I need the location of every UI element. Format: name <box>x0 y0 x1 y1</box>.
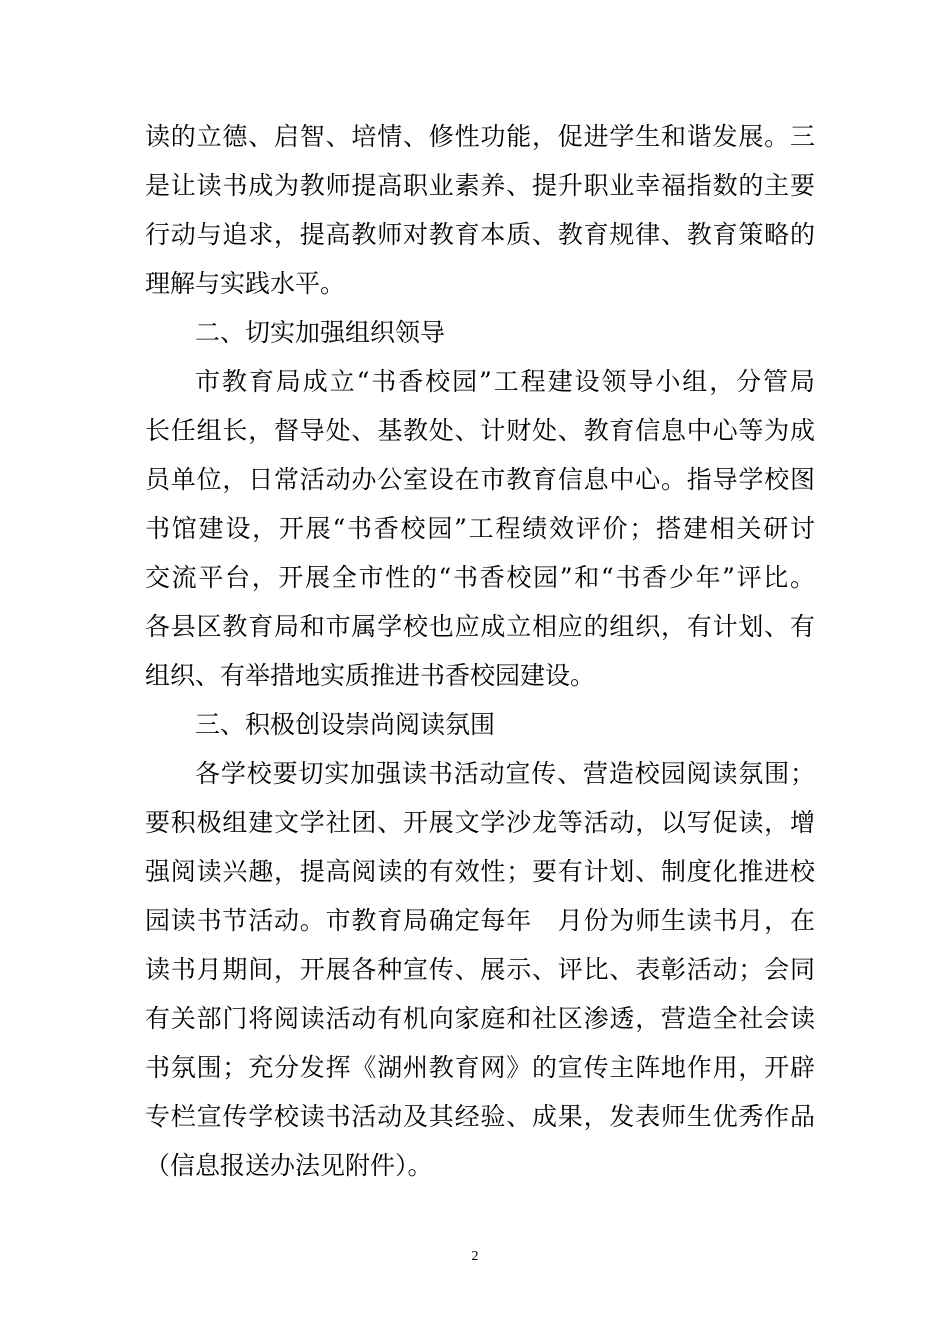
text-line: 理解与实践水平。 <box>145 269 346 298</box>
text-line: 长任组长，督导处、基教处、计财处、教育信息中心等为成 <box>145 416 815 445</box>
paragraph-atmosphere <box>145 749 815 1190</box>
text-line: 专栏宣传学校读书活动及其经验、成果，发表师生优秀作品 <box>145 1102 815 1131</box>
paragraph-organization <box>145 357 815 700</box>
text-line: 各学校要切实加强读书活动宣传、营造校园阅读氛围； <box>195 759 815 788</box>
section-heading: 三、积极创设崇尚阅读氛围 <box>195 710 496 739</box>
text-line: 市教育局成立“书香校园”工程建设领导小组，分管局 <box>195 367 815 396</box>
text-line: 有关部门将阅读活动有机向家庭和社区渗透，营造全社会读 <box>145 1004 815 1033</box>
text-line: 书馆建设，开展“书香校园”工程绩效评价；搭建相关研讨 <box>145 514 815 543</box>
text-line: 读书月期间，开展各种宣传、展示、评比、表彰活动；会同 <box>145 955 815 984</box>
text-line: 行动与追求，提高教师对教育本质、教育规律、教育策略的 <box>145 220 815 249</box>
text-line: 书氛围；充分发挥《湖州教育网》的宣传主阵地作用，开辟 <box>145 1053 815 1082</box>
text-line: 强阅读兴趣，提高阅读的有效性；要有计划、制度化推进校 <box>145 857 815 886</box>
section-heading: 二、切实加强组织领导 <box>195 318 446 347</box>
text-line: 员单位，日常活动办公室设在市教育信息中心。指导学校图 <box>145 465 815 494</box>
section-heading-2 <box>145 308 815 357</box>
text-line: 是让读书成为教师提高职业素养、提升职业幸福指数的主要 <box>145 171 815 200</box>
text-line: 读的立德、启智、培情、修性功能，促进学生和谐发展。三 <box>145 122 815 151</box>
text-line: 要积极组建文学社团、开展文学沙龙等活动，以写促读，增 <box>145 808 815 837</box>
page-number: 2 <box>471 1249 479 1264</box>
paragraph-continuation <box>145 112 815 308</box>
text-line: 园读书节活动。市教育局确定每年 月份为师生读书月，在 <box>145 906 815 935</box>
section-heading-3 <box>145 700 815 749</box>
text-line: 交流平台，开展全市性的“书香校园”和“书香少年”评比。 <box>145 563 815 592</box>
text-line: 组织、有举措地实质推进书香校园建设。 <box>145 661 596 690</box>
text-line: 各县区教育局和市属学校也应成立相应的组织，有计划、有 <box>145 612 815 641</box>
text-line: （信息报送办法见附件）。 <box>145 1151 433 1180</box>
document-body <box>145 112 815 1190</box>
